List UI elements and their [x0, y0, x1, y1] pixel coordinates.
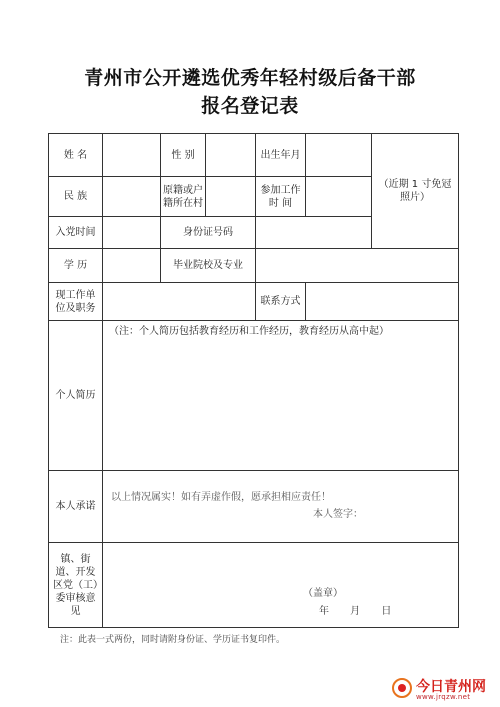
watermark-url: www.jrqzw.net: [416, 693, 471, 701]
work-start-label: 参加工作时 间: [256, 177, 306, 217]
resume-label: 个人简历: [49, 321, 103, 471]
gender-field[interactable]: [206, 134, 256, 177]
origin-field[interactable]: [206, 177, 256, 217]
name-field[interactable]: [103, 134, 161, 177]
review-seal: （盖章）: [303, 588, 343, 599]
registration-form-table: [48, 133, 459, 628]
resume-field[interactable]: [103, 321, 459, 471]
pledge-signature: 本人签字：: [313, 509, 363, 520]
review-field[interactable]: [103, 543, 459, 628]
pledge-text: 以上情况属实！如有弄虚作假，愿承担相应责任！: [111, 492, 331, 503]
origin-label: 原籍或户籍所在村: [161, 177, 206, 217]
work-unit-field[interactable]: [103, 283, 256, 321]
education-label: 学 历: [49, 249, 103, 283]
form-subtitle: 报名登记表: [201, 95, 299, 117]
school-field[interactable]: [256, 249, 459, 283]
id-label: 身份证号码: [161, 217, 256, 249]
pledge-label: 本人承诺: [49, 471, 103, 543]
review-label: 镇、街道、开发区党（工）委审核意见: [49, 543, 103, 628]
resume-hint: （注：个人简历包括教育经历和工作经历，教育经历从高中起）: [109, 326, 389, 337]
party-date-field[interactable]: [103, 217, 161, 249]
birth-label: 出生年月: [256, 134, 306, 177]
work-unit-label: 现工作单位及职务: [49, 283, 103, 321]
contact-label: 联系方式: [256, 283, 306, 321]
form-title: 青州市公开遴选优秀年轻村级后备干部: [84, 67, 416, 89]
footnote: 注：此表一式两份，同时请附身份证、学历证书复印件。: [60, 635, 286, 645]
school-label: 毕业院校及专业: [161, 249, 256, 283]
watermark-name: 今日青州网: [416, 679, 486, 695]
contact-field[interactable]: [306, 283, 459, 321]
review-date: 年 月 日: [319, 606, 392, 617]
name-label: 姓 名: [49, 134, 103, 177]
party-date-label: 入党时间: [49, 217, 103, 249]
ethnicity-label: 民 族: [49, 177, 103, 217]
birth-field[interactable]: [306, 134, 372, 177]
education-field[interactable]: [103, 249, 161, 283]
logo-icon: [392, 678, 412, 698]
photo-placeholder[interactable]: （近期 1 寸免冠照片）: [372, 134, 459, 249]
ethnicity-field[interactable]: [103, 177, 161, 217]
work-start-field[interactable]: [306, 177, 372, 217]
site-watermark-logo: [392, 676, 496, 704]
gender-label: 性 别: [161, 134, 206, 177]
pledge-field[interactable]: [103, 471, 459, 543]
id-field[interactable]: [256, 217, 372, 249]
